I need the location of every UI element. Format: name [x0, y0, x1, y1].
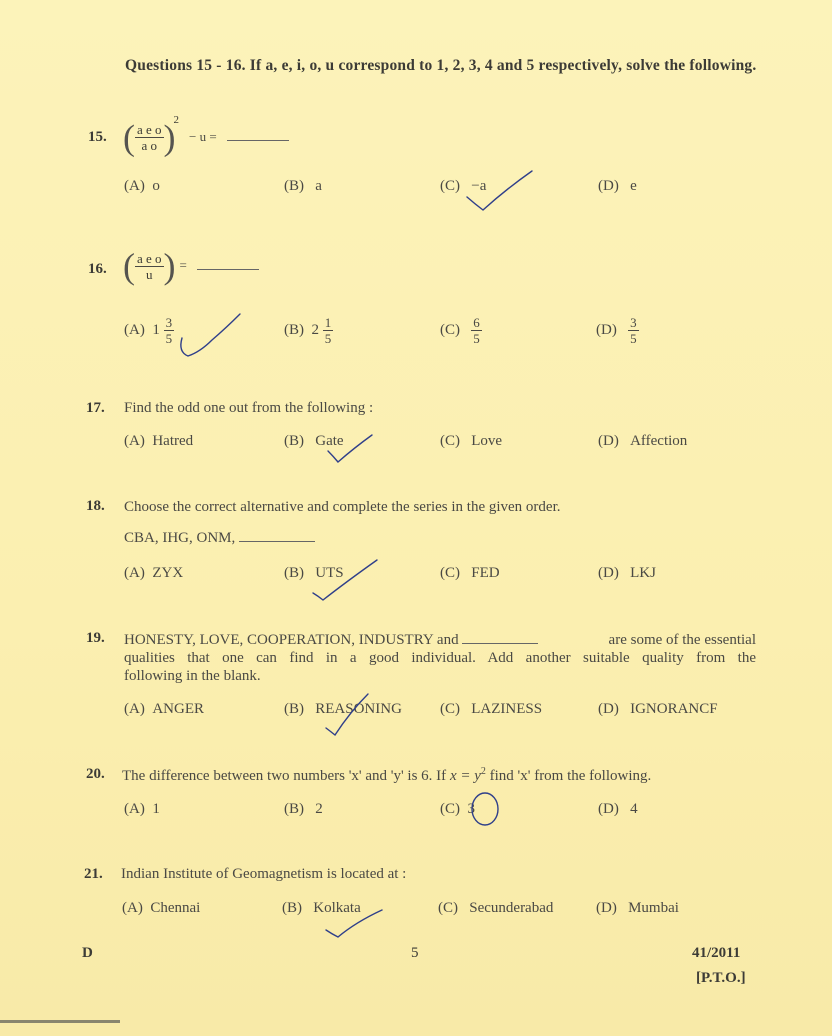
q18-option-d: (D) LKJ [598, 565, 656, 581]
question-20-number: 20. [86, 766, 105, 782]
q19-option-d: (D) IGNORANCF [598, 701, 718, 717]
q20-option-b: (B) 2 [284, 801, 323, 817]
q21-option-c: (C) Secunderabad [438, 900, 554, 916]
question-19-number: 19. [86, 630, 105, 646]
exponent: 2 [173, 114, 180, 126]
question-16-expression [123, 248, 259, 284]
q21-option-b: (B) Kolkata [282, 900, 361, 916]
fraction: $\frac{\text{a e o}}{\text{a o}}$ [137, 121, 162, 153]
answer-circle-q20 [472, 793, 498, 825]
q15-option-b: (B) a [284, 178, 322, 194]
fraction: $\frac{\text{a e o}}{u}$ [137, 250, 162, 282]
answer-blank [197, 269, 259, 270]
question-15-number: 15. [88, 129, 107, 145]
right-paren: ) [163, 246, 176, 286]
page-edge-shadow [0, 1020, 120, 1023]
exponent: 2 [480, 766, 486, 777]
answer-blank [239, 541, 315, 542]
q15-option-c: (C) −a [440, 178, 487, 194]
question-19-text: HONESTY, LOVE, COOPERATION, INDUSTRY and are some of the essential qualities that one can find in a good individual. Add another suitable quality from the following in the blank. [124, 632, 756, 684]
q16-option-b: (B) 2 $\frac{1}{5}$ [284, 315, 332, 346]
equation: x = y [449, 768, 481, 784]
q19-option-a: (A) ANGER [124, 701, 204, 717]
q18-option-a: (A) ZYX [124, 565, 184, 581]
q16-option-a: (A) 1 $\frac{3}{5}$ [124, 315, 173, 346]
footer-paper-code: 41/2011 [692, 945, 741, 961]
q15-option-a: (A) o [124, 178, 160, 194]
section-instruction: Questions 15 - 16. If a, e, i, o, u correspond to 1, 2, 3, 4 and 5 respectively, solve the following. [125, 57, 757, 74]
q16-option-c: (C) $\frac{6}{5}$ [440, 315, 480, 346]
question-18-number: 18. [86, 498, 105, 514]
footer-pto: [P.T.O.] [696, 970, 746, 986]
footer-series-code: D [82, 945, 93, 961]
left-paren: ( [123, 246, 135, 286]
q16-option-d: (D) $\frac{3}{5}$ [596, 315, 637, 346]
q15-option-d: (D) e [598, 178, 637, 194]
q19-option-c: (C) LAZINESS [440, 701, 543, 717]
q20-option-a: (A) 1 [124, 801, 160, 817]
answer-blank [462, 643, 538, 644]
question-18-series: CBA, IHG, ONM, [124, 530, 315, 547]
question-21-text: Indian Institute of Geomagnetism is located at : [121, 866, 407, 882]
expression-rest: − u = [189, 129, 217, 144]
expression-rest: = [179, 257, 187, 273]
q19-option-b: (B) REASONING [284, 701, 402, 717]
q17-option-c: (C) Love [440, 433, 503, 449]
left-paren: ( [123, 117, 135, 158]
question-21-number: 21. [84, 866, 103, 882]
q21-option-a: (A) Chennai [122, 900, 201, 916]
question-18-text: Choose the correct alternative and complete the series in the given order. [124, 499, 561, 515]
q17-option-b: (B) Gate [284, 433, 344, 449]
q20-option-d: (D) 4 [598, 801, 638, 817]
question-17-number: 17. [86, 400, 105, 416]
question-15-expression [123, 114, 289, 158]
right-paren: ) [163, 117, 176, 158]
tick-mark-q16 [181, 314, 240, 356]
q17-option-d: (D) Affection [598, 433, 688, 449]
q18-option-b: (B) UTS [284, 565, 344, 581]
q17-option-a: (A) Hatred [124, 433, 194, 449]
question-20-text: The difference between two numbers 'x' and 'y' is 6. If $x = y^2$ find 'x' from the following. [122, 766, 652, 784]
footer-page-number: 5 [411, 945, 419, 961]
answer-blank [227, 140, 289, 141]
question-17-text: Find the odd one out from the following : [124, 400, 374, 416]
q21-option-d: (D) Mumbai [596, 900, 679, 916]
question-16-number: 16. [88, 261, 107, 277]
q18-option-c: (C) FED [440, 565, 500, 581]
q20-option-c: (C) 3 [440, 801, 475, 817]
